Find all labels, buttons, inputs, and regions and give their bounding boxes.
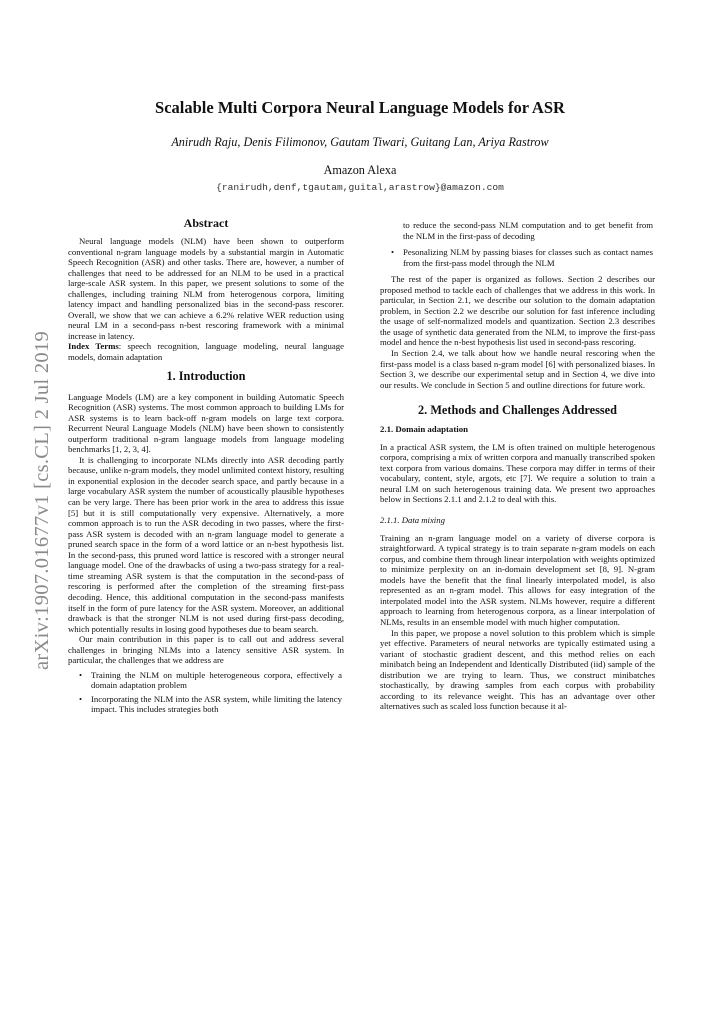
right-column [380,220,655,712]
intro-paragraph-3: Our main contribution in this paper is to call out and address several challenges in bringing NLMs into a latency sensitive ASR system. In particular, the challenges that we address are [68,634,344,666]
subsection-2-1-heading: 2.1. Domain adaptation [380,424,468,435]
abstract-heading: Abstract [183,216,229,230]
intro-paragraph-1: Language Models (LM) are a key component in building Automatic Speech Recognition (ASR) systems. The most common approach to building LMs for ASR systems is to learn back-off n-gram models on large text corpora. Recurrent Neural Language Models (NLM) have been shown to consistently outperform traditional n-gram language models from language modeling benchmarks [1, 2, 3, 4]. [68,391,344,455]
arxiv-stamp-text: arXiv:1907.01677v1 [cs.CL] 2 Jul 2019 [31,330,53,670]
list-item-text: to reduce the second-pass NLM computation and to get benefit from the NLM in the first-pass of decoding [403,220,653,241]
challenge-list [68,670,344,715]
bullet-marker: • [79,693,83,704]
list-item-continued [380,220,655,241]
author-list: Anirudh Raju, Denis Filimonov, Gautam Tiwari, Guitang Lan, Ariya Rastrow [171,135,549,149]
index-terms-text: : speech recognition, language modeling, neural language models, domain adaptation [68,341,344,363]
list-item-text: Incorporating the NLM into the ASR system, while limiting the latency impact. This includes strategies both [91,693,342,715]
author-emails: {ranirudh,denf,tgautam,guital,arastrow}@amazon.com [216,182,504,193]
data-mixing-paragraph-1: Training an n-gram language model on a variety of diverse corpora is straightforward. A typical strategy is to train separate n-gram models on each corpus, and combine them through linear interpolation with weights optimized to minimize perplexity on an in-domain development set [8, 9]. N-gram models have the benefit that the final linearly interpolated model, is also represented as an n-gram model. This allows for easy integration of the interpolated model into the ASR system. NLMs however, require a different approach to learning from heterogenous corpora, as a linear interpolation of NLMs, results in an ensemble model with much higher computation. [380,532,655,627]
affiliation: Amazon Alexa [323,163,397,177]
list-item [68,670,344,691]
bullet-marker: • [391,247,395,258]
outline-paragraph-2: In Section 2.4, we talk about how we handle neural rescoring when the first-pass model is a class based n-gram model [6] with personalized biases. In Section 3, we describe our experimental setup and in Section 4, we dive into our results. We conclude in Section 5 and outline directions for future work. [380,348,655,390]
bullet-marker: • [79,669,83,680]
index-terms [68,341,344,362]
arxiv-stamp [14,300,64,670]
data-mixing-paragraph-2: In this paper, we propose a novel solution to this problem which is simple yet effective. Parameters of neural networks are typically estimated using a variant of stochastic gradient descent, and this method relies on each minibatch being an Independent and Identically Distributed (iid) sample of the distribution we are trying to learn. Thus, we construct minibatches stochastically, by drawing samples from each corpus with probability according to its relevance weight. This has an advantage over other alternatives such as scaled loss function because it al- [380,627,655,712]
list-item-text: Training the NLM on multiple heterogeneous corpora, effectively a domain adaptation problem [91,669,342,691]
intro-paragraph-2: It is challenging to incorporate NLMs directly into ASR decoding partly because, unlike n-gram models, they model unlimited context history, resulting in exponential explosion in the decoder search space, and partly because in a large vocabulary ASR system the number of acoustically plausible hypotheses can be very large. There has been prior work in the area to address this issue [5] but it is still computationally very expensive. Alternatively, a more common approach is to run the ASR decoding in two passes, where the first-pass ASR system is decoded with an n-gram language model to generate a pruned search space in the form of a word lattice or an n-best hypothesis list. In the second-pass, this pruned word lattice is rescored with a stronger neural language model. One of the drawbacks of using a two-pass strategy for a real-time streaming ASR system is that the computation in the second-pass of rescoring is performed after the completion of the streaming first-pass decoding. Hence, this additional computation in the second-pass manifests itself in the form of pure latency for the ASR system. Moreover, an additional drawback is that the stronger NLM is not used during first-pass decoding, which potentially results in losing good hypotheses due to beam search. [68,454,344,634]
section-2-heading: 2. Methods and Challenges Addressed [418,403,617,418]
outline-paragraph-1: The rest of the paper is organized as follows. Section 2 describes our proposed method to tackle each of challenges that we address in this work. In particular, in Section 2.1, we describe our solution to the domain adaptation problem, in Section 2.2 we describe our solution for fast inference including the usage of self-normalized models and quantization. Section 2.3 describes the usage of synthetic data generated from the NLM, to improve the first-pass model and hence the n-best hypothesis list used in second-pass rescoring. [380,274,655,348]
paper-title: Scalable Multi Corpora Neural Language Models for ASR [155,98,565,117]
abstract-text: Neural language models (NLM) have been shown to outperform conventional n-gram language models by a substantial margin in Automatic Speech Recognition (ASR) and other tasks. There are, however, a number of challenges that need to be addressed for an NLM to be used in a practical large-scale ASR system. In this paper, we present solutions to some of the challenges, including training NLM from heterogenous corpora, limiting latency impact and handling personalized bias in the second-pass rescorer. Overall, we show that we can achieve a 6.2% relative WER reduction using neural LM in a second-pass n-best rescoring framework with a minimal increase in latency. [68,236,344,341]
subsection-2-1-1-heading: 2.1.1. Data mixing [380,515,445,526]
left-column [68,216,344,715]
index-terms-label: Index Terms [68,341,119,352]
list-item [380,247,655,268]
list-item [68,694,344,715]
intro-heading: 1. Introduction [166,368,246,383]
section-2-1-paragraph: In a practical ASR system, the LM is often trained on multiple heterogenous corpora, comprising a mix of written corpora and manually transcribed spoken text corpora from various domains. These corpora may differ in terms of their vocabulary, content, style, argots, etc [7]. We require a solution to train a neural LM on such heterogenous training data. We present two approaches below in Sections 2.1.1 and 2.1.2 to deal with this. [380,441,655,505]
list-item-text: Pesonalizing NLM by passing biases for classes such as contact names from the first-pass model through the NLM [403,247,653,268]
challenge-list-continued [380,220,655,268]
